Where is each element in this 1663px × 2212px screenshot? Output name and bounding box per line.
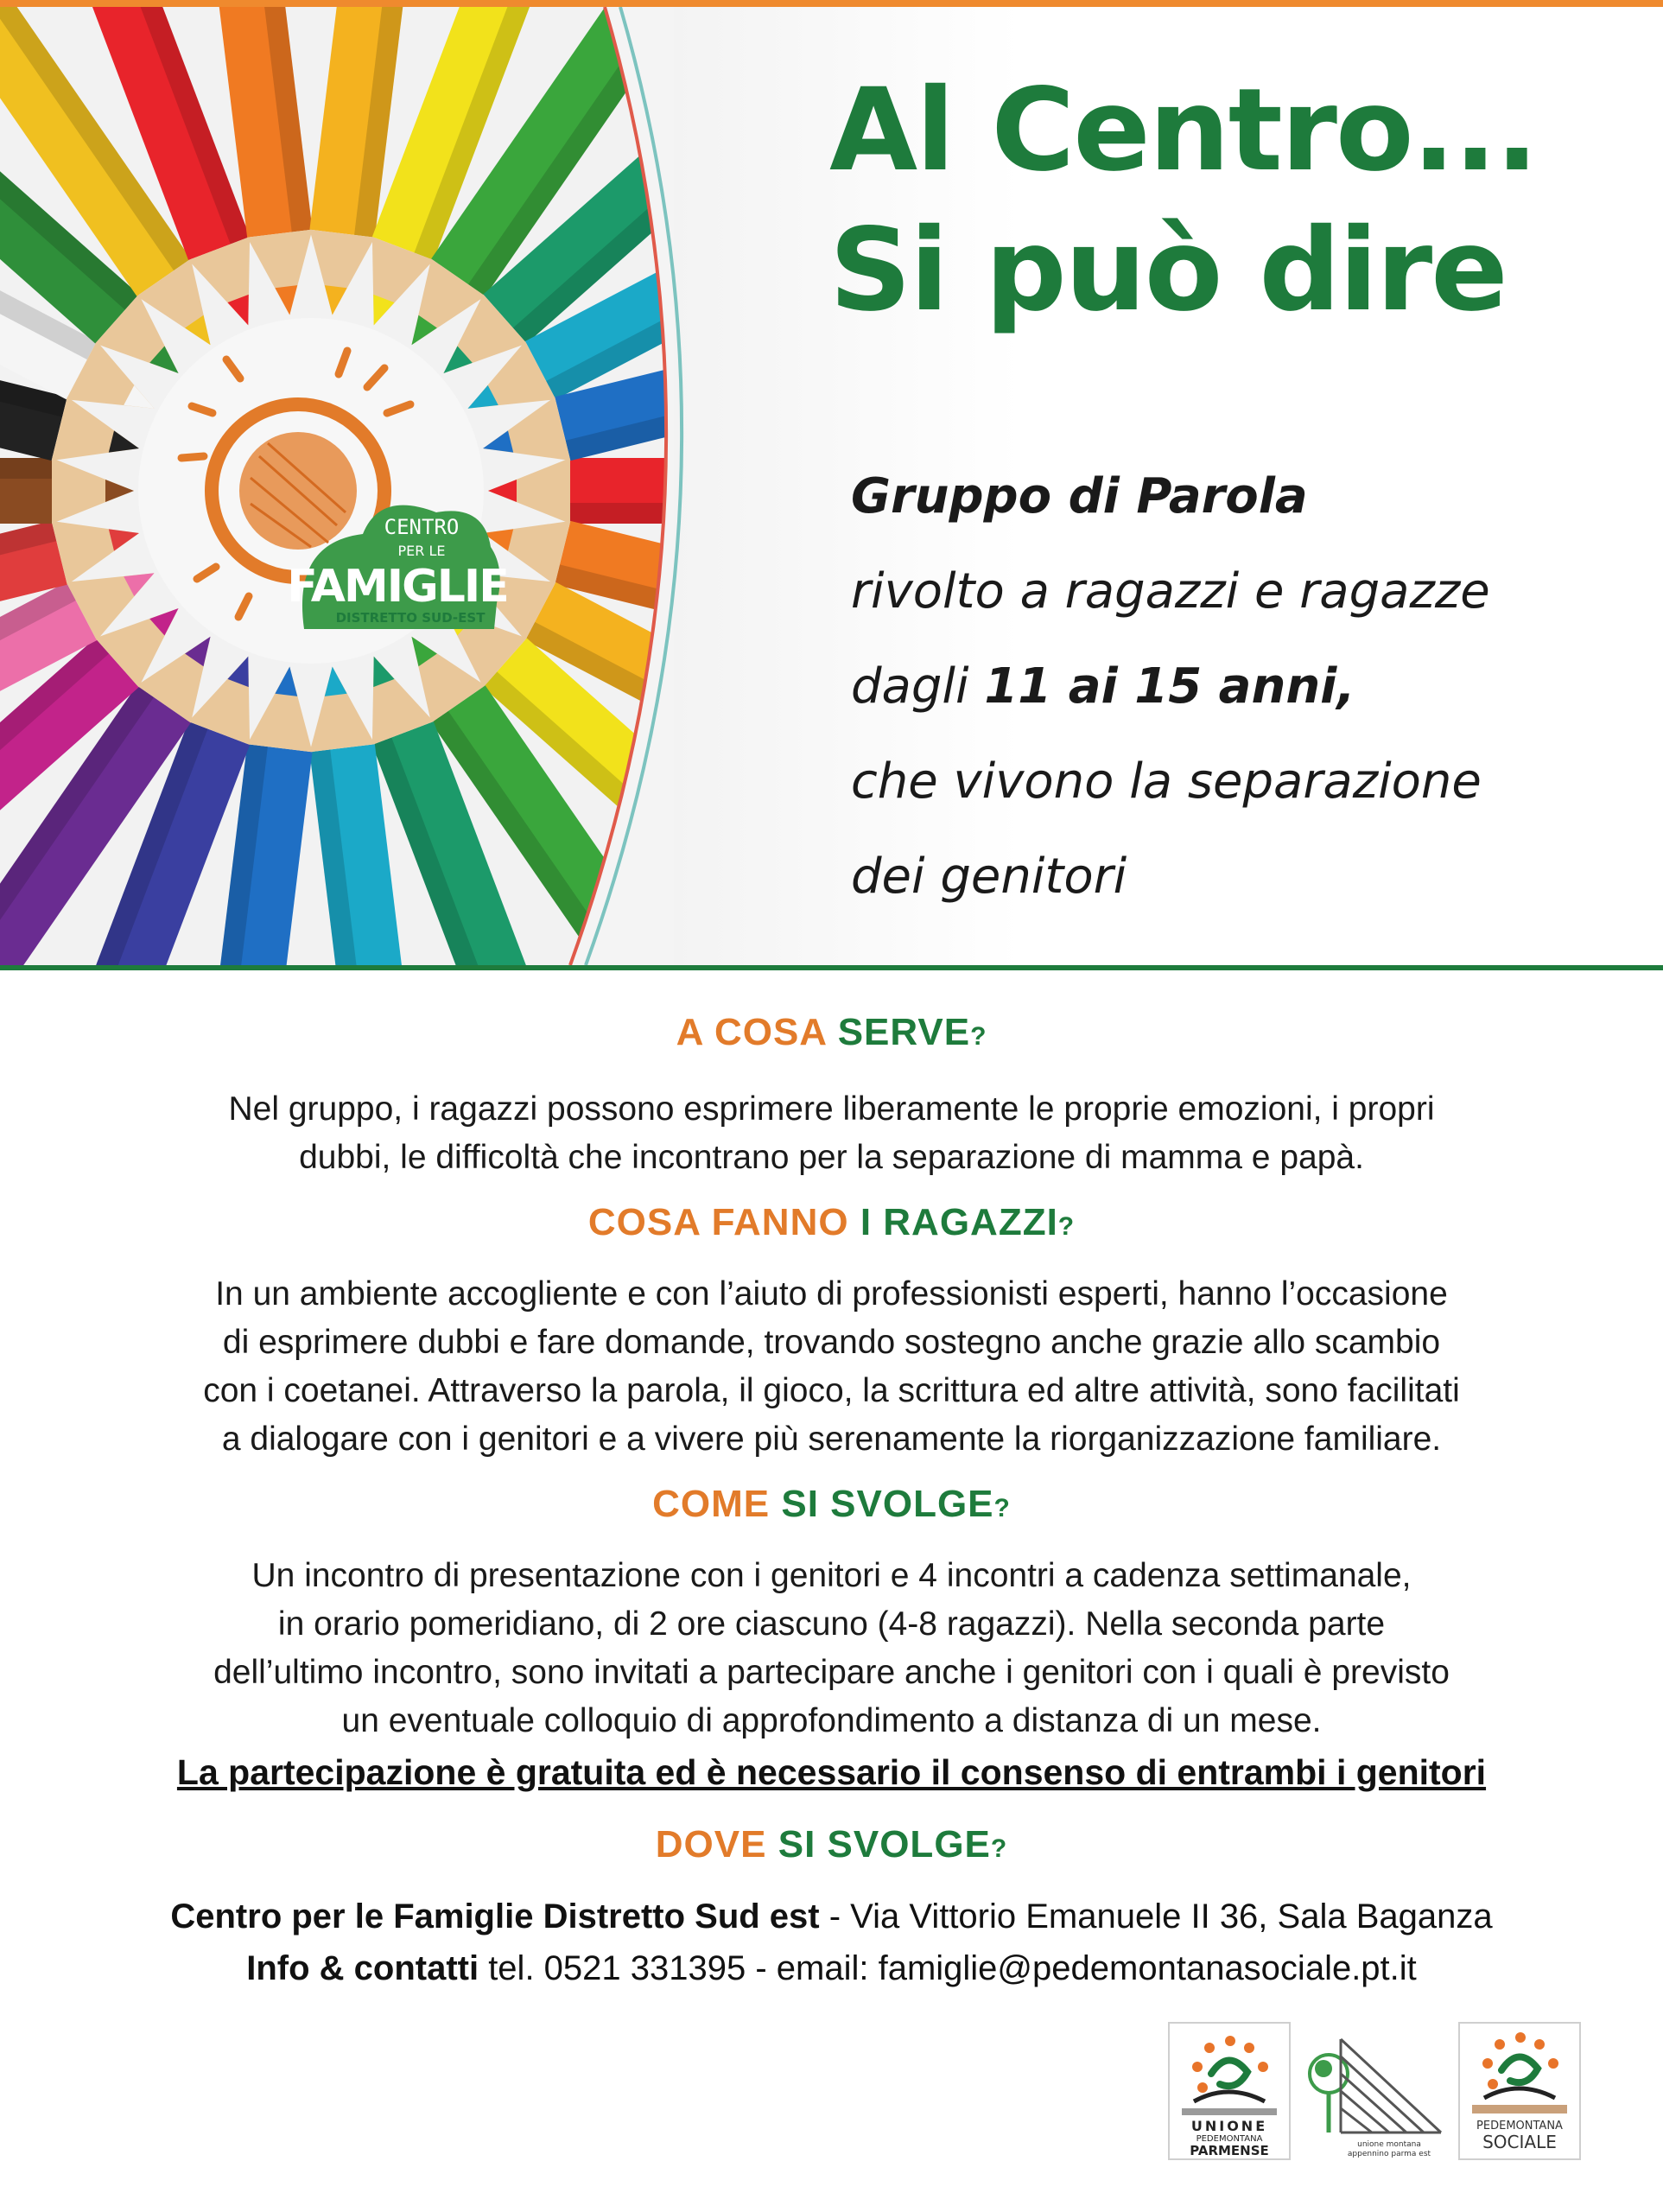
section-title-cosa-fanno [0, 1201, 1663, 1244]
title-question-mark: ? [993, 1494, 1011, 1522]
title-part-orange: COME [652, 1483, 771, 1525]
group-name [851, 449, 1628, 544]
contact-line [0, 1949, 1663, 1988]
intro-text [851, 449, 1628, 925]
pedemontana-sociale-text-2: SOCIALE [1482, 2132, 1557, 2152]
paragraph-line: con i coetanei. Attraverso la parola, il gioco, la scrittura ed altre attività, sono facilitati [203, 1372, 1460, 1409]
unione-montana-text: unione montana [1357, 2140, 1421, 2149]
venue-line [0, 1897, 1663, 1936]
title-question-mark: ? [970, 1022, 987, 1051]
paragraph-line: dell’ultimo incontro, sono invitati a partecipare anche i genitori con i quali è previsto [213, 1654, 1450, 1691]
section-title-a-cosa-serve [0, 1011, 1663, 1054]
paragraph-come-si-svolge [78, 1552, 1585, 1745]
parmense-text: PARMENSE [1190, 2143, 1269, 2158]
title-question-mark: ? [990, 1834, 1008, 1863]
logo-text-centro: CENTRO [384, 515, 460, 539]
paragraph-line: di esprimere dubbi e fare domande, trovando sostegno anche grazie allo scambio [222, 1324, 1441, 1361]
intro-line-3-prefix: dagli [851, 658, 985, 715]
top-orange-rule [0, 0, 1663, 7]
main-headline [829, 60, 1633, 340]
green-divider-rule [0, 965, 1663, 970]
paragraph-line: in orario pomeridiano, di 2 ore ciascuno (4-8 ragazzi). Nella seconda parte [277, 1605, 1386, 1643]
paragraph-line: Un incontro di presentazione con i genitori e 4 incontri a cadenza settimanale, [251, 1557, 1412, 1594]
title-part-orange: COSA FANNO [587, 1201, 849, 1243]
intro-line-5: dei genitori [851, 849, 1127, 905]
group-name-bold: Gruppo di Parola [851, 468, 1308, 524]
pedemontana-text: PEDEMONTANA [1196, 2134, 1263, 2144]
paragraph-line: Nel gruppo, i ragazzi possono esprimere liberamente le proprie emozioni, i propri [228, 1090, 1435, 1128]
title-question-mark: ? [1057, 1212, 1076, 1241]
logo-text-famiglie: FAMIGLIE [287, 561, 508, 613]
intro-line-3 [851, 639, 1628, 734]
age-range: 11 ai 15 anni, [984, 658, 1355, 715]
logo-text-per-le: PER LE [397, 543, 446, 559]
title-part-orange: DOVE [655, 1823, 767, 1866]
paragraph-line: In un ambiente accogliente e con l’aiuto di professionisti esperti, hanno l’occasione [215, 1275, 1448, 1313]
unione-montana-logo [1303, 2022, 1445, 2160]
logo-text-distretto: DISTRETTO SUD-EST [335, 610, 486, 626]
paragraph-cosa-fanno [78, 1270, 1585, 1464]
section-title-come-si-svolge [0, 1483, 1663, 1526]
intro-line-2: rivolto a ragazzi e ragazze [851, 563, 1490, 620]
pedemontana-sociale-text-1: PEDEMONTANA [1476, 2120, 1563, 2133]
unione-pedemontana-parmense-logo [1168, 2022, 1291, 2160]
paragraph-line: un eventuale colloquio di approfondimento a distanza di un mese. [341, 1702, 1322, 1739]
venue-address: - Via Vittorio Emanuele II 36, Sala Baganza [819, 1897, 1493, 1936]
headline-line-1: Al Centro... [829, 64, 1538, 197]
title-part-orange: A COSA [676, 1011, 827, 1053]
pedemontana-sociale-logo [1458, 2022, 1581, 2160]
paragraph-a-cosa-serve [78, 1085, 1585, 1182]
title-part-green: SERVE [837, 1011, 971, 1053]
title-part-green: I RAGAZZI [860, 1201, 1058, 1243]
pencil-circle-image [0, 7, 708, 965]
unione-text: UNIONE [1190, 2118, 1268, 2134]
paragraph-line: dubbi, le difficoltà che incontrano per la separazione di mamma e papà. [299, 1139, 1364, 1176]
free-participation-notice: La partecipazione è gratuita ed è necessario il consenso di entrambi i genitori [176, 1752, 1487, 1792]
appennino-parma-est-text: appennino parma est [1347, 2150, 1431, 2158]
paragraph-line: a dialogare con i genitori e a vivere più serenamente la riorganizzazione familiare. [221, 1421, 1442, 1458]
contact-details: tel. 0521 331395 - email: famiglie@pedemontanasociale.pt.it [479, 1949, 1417, 1987]
venue-name: Centro per le Famiglie Distretto Sud est [170, 1897, 820, 1936]
contact-label: Info & contatti [246, 1949, 479, 1987]
title-part-green: SI SVOLGE [778, 1823, 991, 1866]
intro-line-4: che vivono la separazione [851, 753, 1482, 810]
headline-line-2: Si può dire [829, 204, 1507, 337]
title-part-green: SI SVOLGE [781, 1483, 994, 1525]
section-title-dove-si-svolge [0, 1823, 1663, 1866]
